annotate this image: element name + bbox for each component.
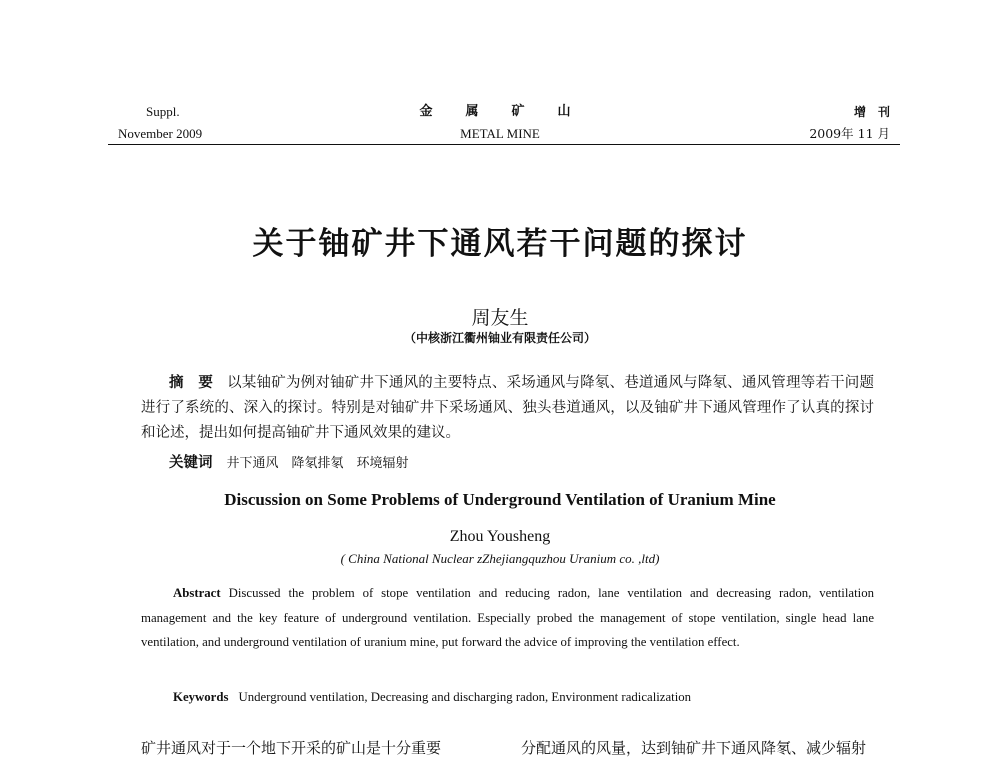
affiliation-en: ( China National Nuclear zZhejiangquzhou Uranium co. ,ltd) (340, 551, 660, 566)
issue-date-cn: 2009年 11 月 (809, 126, 890, 141)
keywords-cn-label: 关键词 (169, 454, 213, 471)
keywords-en-text: Underground ventilation, Decreasing and discharging radon, Environment radicalization (238, 690, 692, 704)
header-rule (108, 144, 900, 145)
supplement-label: Suppl. (146, 104, 180, 119)
abstract-en-text: Discussed the problem of stope ventilation and reducing radon, lane ventilation and decreasing radon, ventilation management and the key feature of underground ventilation. Especially probed the management of stope ventilation, single head lane ventilation, and underground ventilation of uranium mine, put forward the advice of improving the ventilation effect. (141, 586, 874, 649)
abstract-cn (141, 370, 874, 446)
journal-name-cn: 金 属 矿 山 (419, 104, 581, 119)
header-center (400, 104, 600, 142)
supplement-label-cn: 增 刊 (853, 105, 890, 119)
abstract-cn-text: 以某铀矿为例对铀矿井下通风的主要特点、采场通风与降氡、巷道通风与降氡、通风管理等若干问题进行了系统的、深入的探讨。特别是对铀矿井下采场通风、独头巷道通风，以及铀矿井下通风管理作了认真的探讨和论述，提出如何提高铀矿井下通风效果的建议。 (141, 375, 875, 441)
author-name-cn: 周友生 (471, 307, 529, 329)
header-left (118, 104, 202, 142)
abstract-cn-label: 摘 要 (169, 374, 214, 391)
keywords-en-label: Keywords (173, 690, 229, 704)
abstract-en (141, 581, 874, 655)
keywords-cn (141, 450, 874, 476)
keywords-cn-text: 井下通风 降氡排氡 环境辐射 (226, 456, 409, 471)
affiliation-cn: （中核浙江衢州铀业有限责任公司） (403, 331, 596, 345)
body-column-1-line: 矿井通风对于一个地下开采的矿山是十分重要 (141, 739, 442, 757)
journal-name-en: METAL MINE (460, 126, 540, 141)
header-right (780, 104, 890, 142)
paper-title-cn: 关于铀矿井下通风若干问题的探讨 (252, 226, 748, 262)
issue-date-en: November 2009 (118, 126, 203, 141)
abstract-en-label: Abstract (173, 586, 221, 600)
keywords-en (141, 685, 874, 710)
author-name-en: Zhou Yousheng (449, 528, 551, 545)
paper-title-en: Discussion on Some Problems of Underground Ventilation of Uranium Mine (224, 490, 776, 509)
body-column-2-line: 分配通风的风量，达到铀矿井下通风降氡、减少辐射 (521, 739, 867, 757)
